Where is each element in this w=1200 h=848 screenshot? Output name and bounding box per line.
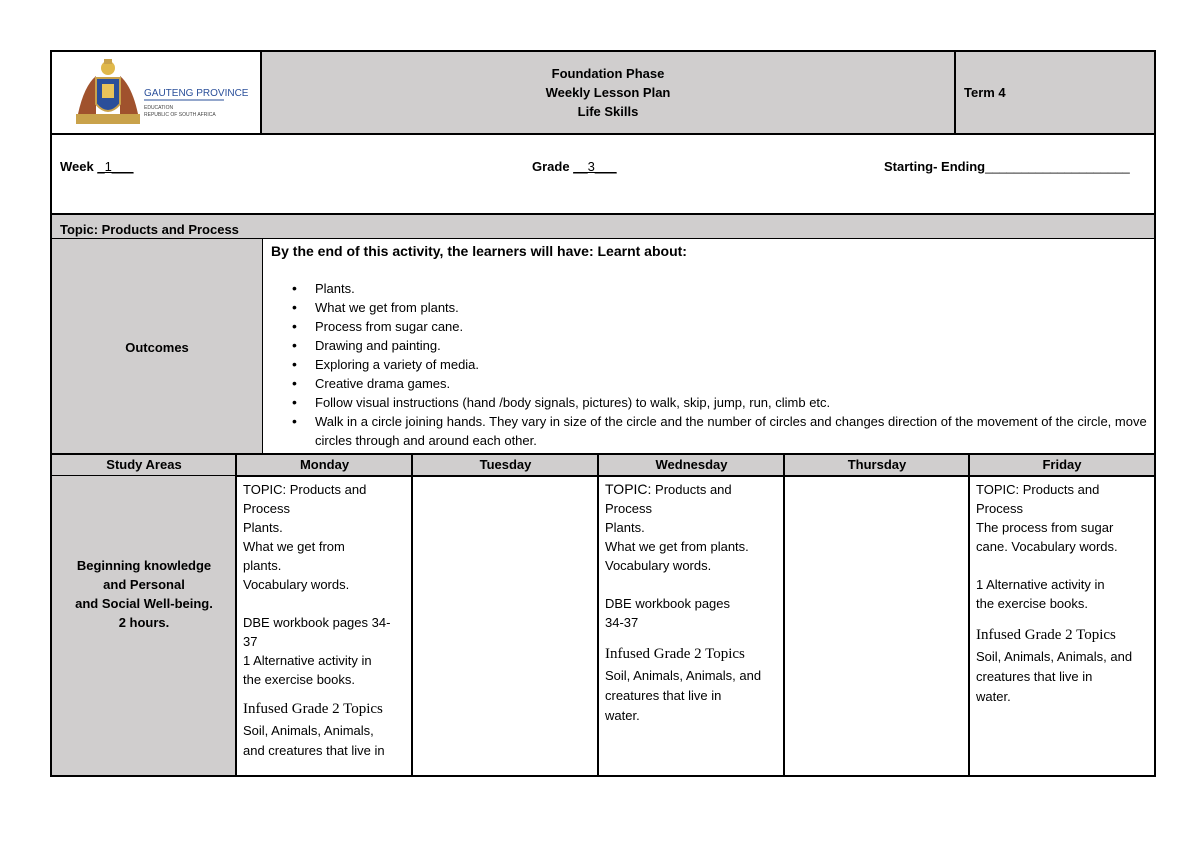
outcomes-intro: By the end of this activity, the learners will have: Learnt about: — [271, 243, 687, 259]
svg-text:REPUBLIC OF SOUTH AFRICA: REPUBLIC OF SOUTH AFRICA — [144, 112, 216, 118]
list-item: • What we get from plants. — [263, 298, 1148, 317]
wednesday-infused-line: water. — [605, 708, 640, 723]
info-row — [50, 135, 1156, 214]
term-label: Term 4 — [964, 85, 1006, 100]
gauteng-crest-logo — [74, 56, 249, 132]
list-item: • Creative drama games. — [263, 374, 1148, 393]
monday-line: DBE workbook pages 34- — [243, 615, 391, 630]
term-cell — [956, 50, 1156, 135]
svg-text:EDUCATION: EDUCATION — [144, 105, 174, 111]
wednesday-line: 34-37 — [605, 615, 639, 630]
list-item: • Follow visual instructions (hand /body signals, pictures) to walk, skip, jump, run, climb etc. — [263, 393, 1148, 412]
phase-title: Foundation Phase — [551, 66, 665, 81]
list-item: • Plants. — [263, 279, 1148, 298]
wednesday-topic-rest: Products and — [651, 482, 732, 497]
header-logo-cell — [50, 50, 262, 135]
wednesday-infused-line: Soil, Animals, Animals, and — [605, 668, 762, 683]
dates-value: ____________________ — [985, 159, 1130, 174]
monday-line — [243, 594, 406, 613]
friday-line: cane. Vocabulary words. — [976, 539, 1118, 554]
wednesday-line: DBE workbook pages — [605, 596, 731, 611]
dates-field — [884, 159, 1130, 174]
subject-title: Life Skills — [577, 104, 639, 119]
wednesday-line: Vocabulary words. — [605, 558, 712, 573]
header-title-cell — [262, 50, 956, 135]
col-header-thursday: Thursday — [783, 453, 969, 477]
thursday-cell — [783, 476, 969, 777]
study-area-line: and Personal — [103, 577, 185, 592]
wednesday-cell — [597, 476, 784, 777]
week-label: Week — [60, 159, 98, 174]
col-header-tuesday: Tuesday — [411, 453, 598, 477]
outcomes-list — [263, 279, 1148, 450]
svg-text:GAUTENG PROVINCE: GAUTENG PROVINCE — [144, 88, 249, 99]
wednesday-line — [605, 575, 778, 594]
monday-cell — [235, 476, 412, 777]
friday-infused-title: Infused Grade 2 Topics — [976, 627, 1116, 643]
monday-line: plants. — [243, 558, 282, 573]
monday-infused-line: and creatures that live in — [243, 743, 385, 758]
wednesday-line: Plants. — [605, 520, 645, 535]
list-item: • Exploring a variety of media. — [263, 355, 1148, 374]
monday-line: Plants. — [243, 520, 283, 535]
study-area-line: Beginning knowledge — [76, 558, 212, 573]
monday-line: Vocabulary words. — [243, 577, 350, 592]
week-value: _1___ — [97, 159, 134, 174]
list-item: • Drawing and painting. — [263, 336, 1148, 355]
friday-line: The process from sugar — [976, 520, 1114, 535]
friday-infused-line: water. — [976, 689, 1011, 704]
grade-field — [532, 159, 617, 174]
monday-infused-title: Infused Grade 2 Topics — [243, 701, 383, 717]
wednesday-infused-line: creatures that live in — [605, 688, 722, 703]
tuesday-cell — [411, 476, 598, 777]
outcomes-label-cell — [50, 238, 262, 453]
topic-text: Topic: Products and Process — [60, 222, 239, 237]
study-area-line: and Social Well-being. — [75, 596, 213, 611]
monday-line: 1 Alternative activity in — [243, 653, 372, 668]
week-field — [60, 159, 134, 174]
monday-line: the exercise books. — [243, 672, 356, 687]
friday-line: 1 Alternative activity in — [976, 577, 1105, 592]
friday-line: TOPIC: Products and — [976, 482, 1100, 497]
col-header-monday: Monday — [235, 453, 412, 477]
list-item: • Walk in a circle joining hands. They vary in size of the circle and the number of circles and changes direction of the movement of the circle, move circles through and around each other. — [263, 412, 1148, 450]
monday-line: 37 — [243, 634, 258, 649]
outcomes-content-cell — [262, 238, 1156, 453]
friday-infused-line: Soil, Animals, Animals, and — [976, 649, 1133, 664]
wednesday-line: Process — [605, 501, 652, 516]
monday-infused-line: Soil, Animals, Animals, — [243, 723, 374, 738]
friday-line: Process — [976, 501, 1023, 516]
list-item: • Process from sugar cane. — [263, 317, 1148, 336]
wednesday-topic-word: TOPIC: — [605, 481, 652, 497]
study-area-line: 2 hours. — [118, 615, 170, 630]
plan-title: Weekly Lesson Plan — [545, 85, 671, 100]
grade-label: Grade — [532, 159, 574, 174]
friday-line: the exercise books. — [976, 596, 1089, 611]
friday-infused-line: creatures that live in — [976, 669, 1093, 684]
col-header-wednesday: Wednesday — [597, 453, 784, 477]
dates-label: Starting- Ending — [884, 159, 986, 174]
study-area-cell — [50, 476, 236, 777]
friday-line — [976, 556, 1148, 575]
col-header-friday: Friday — [968, 453, 1156, 477]
col-header-study-areas: Study Areas — [50, 453, 236, 477]
friday-cell — [968, 476, 1156, 777]
wednesday-line: What we get from plants. — [605, 539, 749, 554]
monday-line: TOPIC: Products and — [243, 482, 367, 497]
wednesday-infused-title: Infused Grade 2 Topics — [605, 646, 745, 662]
topic-row — [50, 213, 1156, 239]
monday-line: Process — [243, 501, 290, 516]
grade-value: __3___ — [573, 159, 617, 174]
monday-line: What we get from — [243, 539, 345, 554]
outcomes-label: Outcomes — [125, 340, 189, 355]
